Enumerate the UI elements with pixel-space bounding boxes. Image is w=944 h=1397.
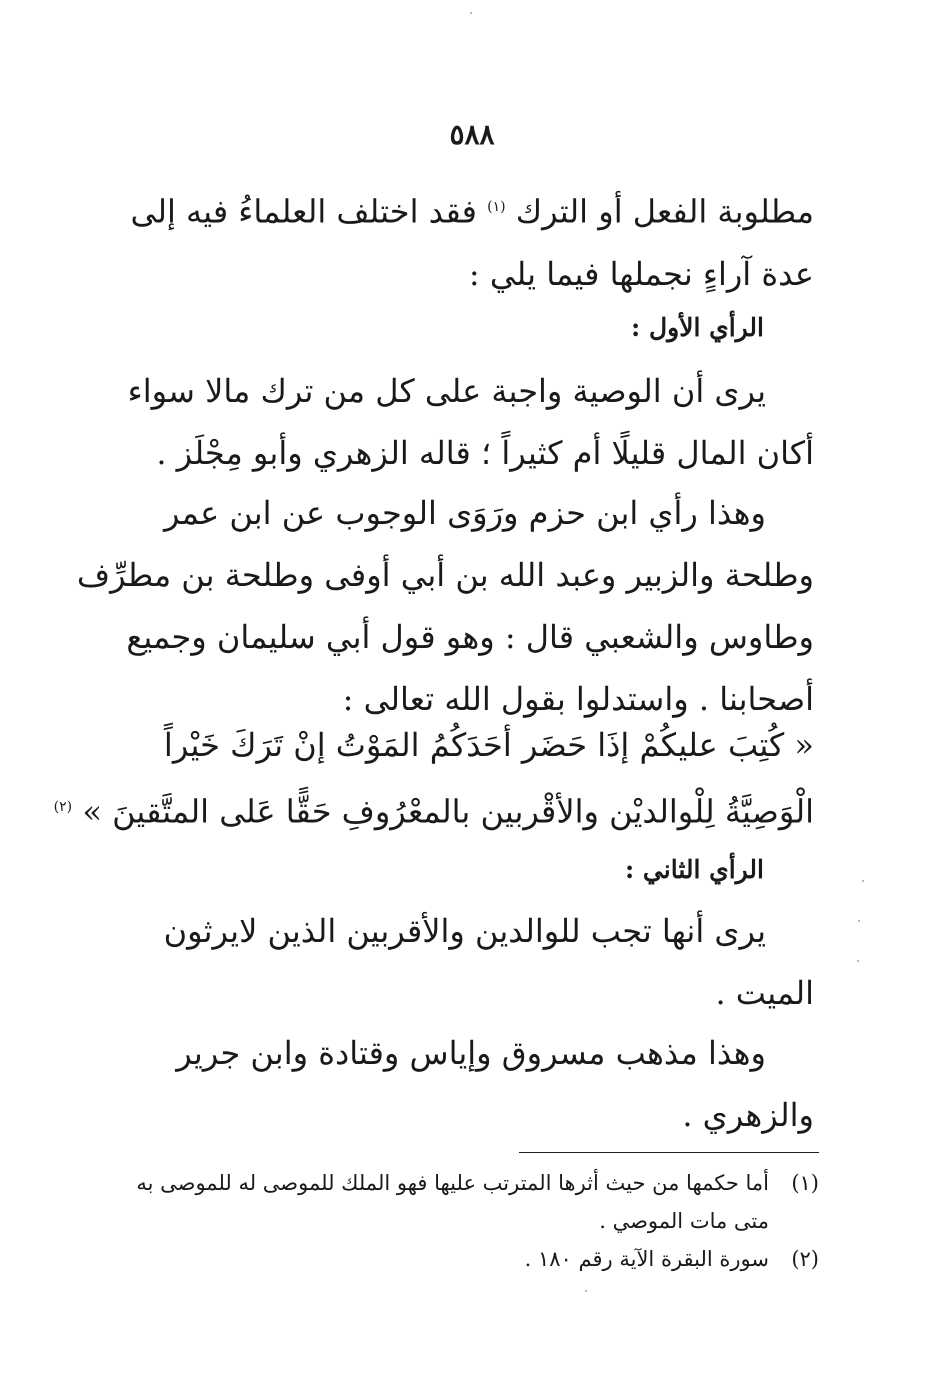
scan-speck: [862, 880, 864, 882]
p2-line-4: أصحابنا . واستدلوا بقول الله تعالى :: [342, 680, 814, 718]
footnote-2-text: سورة البقرة الآية رقم ١٨٠ .: [524, 1247, 769, 1271]
p4-line-1: وهذا مذهب مسروق وإياس وقتادة وابن جرير: [176, 1034, 766, 1072]
p4-line-2: والزهري .: [682, 1096, 814, 1134]
section-heading-first: [124, 308, 814, 348]
footnote-1-continuation: متى مات الموصي .: [599, 1209, 769, 1233]
paragraph-1: [124, 360, 814, 484]
scan-speck: [585, 1290, 587, 1292]
footnote-ref-1[interactable]: (١): [487, 199, 506, 215]
intro-line-1: [124, 176, 814, 243]
intro-paragraph: [124, 176, 814, 305]
page-number: ٥٨٨: [449, 118, 495, 151]
intro-line-2: عدة آراءٍ نجملها فيما يلي :: [468, 254, 814, 293]
footnote-1-number: (١): [791, 1171, 819, 1195]
footnotes: [119, 1164, 819, 1278]
footnote-2: [119, 1240, 819, 1278]
intro-text-rest: فقد اختلف العلماءُ فيه إلى: [130, 192, 477, 231]
scan-speck: [857, 960, 859, 962]
footnote-separator: [519, 1152, 819, 1153]
intro-text: مطلوبة الفعل أو الترك: [515, 192, 814, 231]
p1-line-1: يرى أن الوصية واجبة على كل من ترك مالا سواء: [127, 372, 766, 410]
p2-line-3: وطاوس والشعبي قال : وهو قول أبي سليمان وجميع: [126, 618, 814, 656]
p3-line-1: يرى أنها تجب للوالدين والأقربين الذين لايرثون: [163, 912, 766, 950]
footnote-ref-2[interactable]: (٢): [53, 799, 73, 815]
paragraph-2: [76, 482, 814, 730]
p2-line-2: وطلحة والزبير وعبد الله بن أبي أوفى وطلحة بن مطرِّف: [76, 556, 814, 594]
footnote-1-text: أما حكمها من حيث أثرها المترتب عليها فهو الملك للموصى له للموصى به: [136, 1171, 769, 1195]
footnote-2-number: (٢): [791, 1247, 819, 1271]
scan-speck: [858, 920, 860, 922]
footnote-1: [119, 1164, 819, 1202]
p1-line-2: أكان المال قليلًا أم كثيراً ؛ قاله الزهري وأبو مِجْلَز .: [156, 434, 814, 472]
paragraph-4: [124, 1022, 814, 1146]
heading-first-opinion: الرأي الأول :: [631, 313, 764, 342]
paragraph-3: [124, 900, 814, 1024]
heading-second-opinion: الرأي الثاني :: [624, 855, 764, 884]
section-heading-second: [124, 850, 814, 890]
verse-text: الْوَصِيَّةُ لِلْوالديْن والأقْربين بالمعْرُوفِ حَقًّا عَلى المتَّقينَ »: [82, 792, 814, 831]
verse-line-1: « كُتِبَ عليكُمْ إذَا حَضَر أحَدَكُمُ المَوْتُ إنْ تَرَكَ خَيْراً: [163, 726, 814, 764]
p3-line-2: الميت .: [715, 974, 814, 1012]
quran-verse: [53, 714, 814, 843]
verse-line-2: [53, 776, 814, 843]
p2-line-1: وهذا رأي ابن حزم ورَوَى الوجوب عن ابن عمر: [163, 494, 766, 532]
scan-speck: [470, 12, 472, 14]
